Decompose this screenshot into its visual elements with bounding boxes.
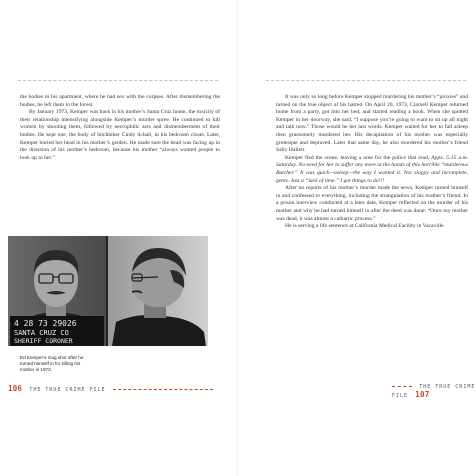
- mugshot-image: [8, 236, 208, 346]
- right-page: [240, 0, 476, 476]
- folio-rule: [392, 386, 412, 387]
- paragraph: By January 1973, Kemper was back in his mother’s Santa Cruz home, the toxicity of their relationship intensifying alongside Kemper’s murder spree. He continued to kill women by shooting them, followed by necrophilic acts and dismemberment of their bodies. He kept one, the body of hitchhiker Cindy Schall, in his bedroom closet. Later, Kemper buried her head in his mother’s garden. He made sure the head was facing up in the direction of his mother’s bedroom, because his mother “always wanted people to look up to her.”: [20, 109, 220, 161]
- left-folio: [8, 384, 213, 393]
- paragraph: After no reports of his mother’s murder made the news, Kemper turned himself in and confessed to everything, including the strangulation of his mother’s friend. In a prison interview conducted at a later date, Kemper reflected on the murder of his mother and why he had turned himself in after the deed was done: “Once my mother was dead, it was almost a cathartic process.”: [276, 185, 468, 222]
- page-number: 106: [8, 384, 23, 393]
- page-number: 107: [415, 390, 430, 399]
- left-body-text: [20, 94, 220, 162]
- board-line-1: 4 28 73 29026: [14, 319, 77, 328]
- photo-caption: Ed Kemper’s mug shot after he turned himself in for killing his mother in 1973.: [20, 355, 84, 372]
- top-rule: [18, 80, 218, 81]
- police-note-quote: Appx. 5:15 a.m. Saturday. No need for her to suffer any more at the hands of this horrible “murderous Butcher.” It was quick—asleep—the way I wanted it. Not sloppy and incomplete, gents. Just a “lack of time.” I got things to do!!!: [276, 154, 469, 184]
- paragraph-lead: Kemper fled the scene, leaving a note for the police that read,: [285, 154, 430, 161]
- running-title: THE TRUE CRIME FILE: [392, 384, 476, 399]
- right-folio: [392, 384, 476, 399]
- folio-rule: [113, 389, 213, 390]
- left-page: [0, 0, 236, 476]
- paragraph: He is serving a life sentence at California Medical Facility in Vacaville.: [285, 223, 445, 230]
- paragraph: It was only so long before Kemper stopped murdering his mother’s “proxies” and turned on the true object of his hatred. On April 20, 1973, Clarnell Kemper returned home from a party, got into her bed, and started reading a book. When she spotted Kemper in her doorway, she said, “I suppose you’re going to want to sit up all night and talk now.” Those would be her last words. Kemper waited for her to fall asleep then gruesomely murdered her. His decapitation of his mother was especially grotesque and depraved. Later that same day, he also murdered his mother’s friend Sally Hallett.: [276, 94, 468, 154]
- running-title: THE TRUE CRIME FILE: [29, 387, 106, 393]
- right-body-text: [276, 94, 468, 231]
- mugshot-photo: [8, 236, 208, 346]
- paragraph: the bodies to his apartment, where he had sex with the corpses. After dismembering the bodies, he left them in the forest.: [20, 94, 220, 108]
- board-line-2: SANTA CRUZ CO: [14, 329, 69, 337]
- board-line-3: SHERIFF CORONER: [14, 337, 73, 345]
- top-rule: [266, 80, 466, 81]
- paragraph: [276, 155, 468, 185]
